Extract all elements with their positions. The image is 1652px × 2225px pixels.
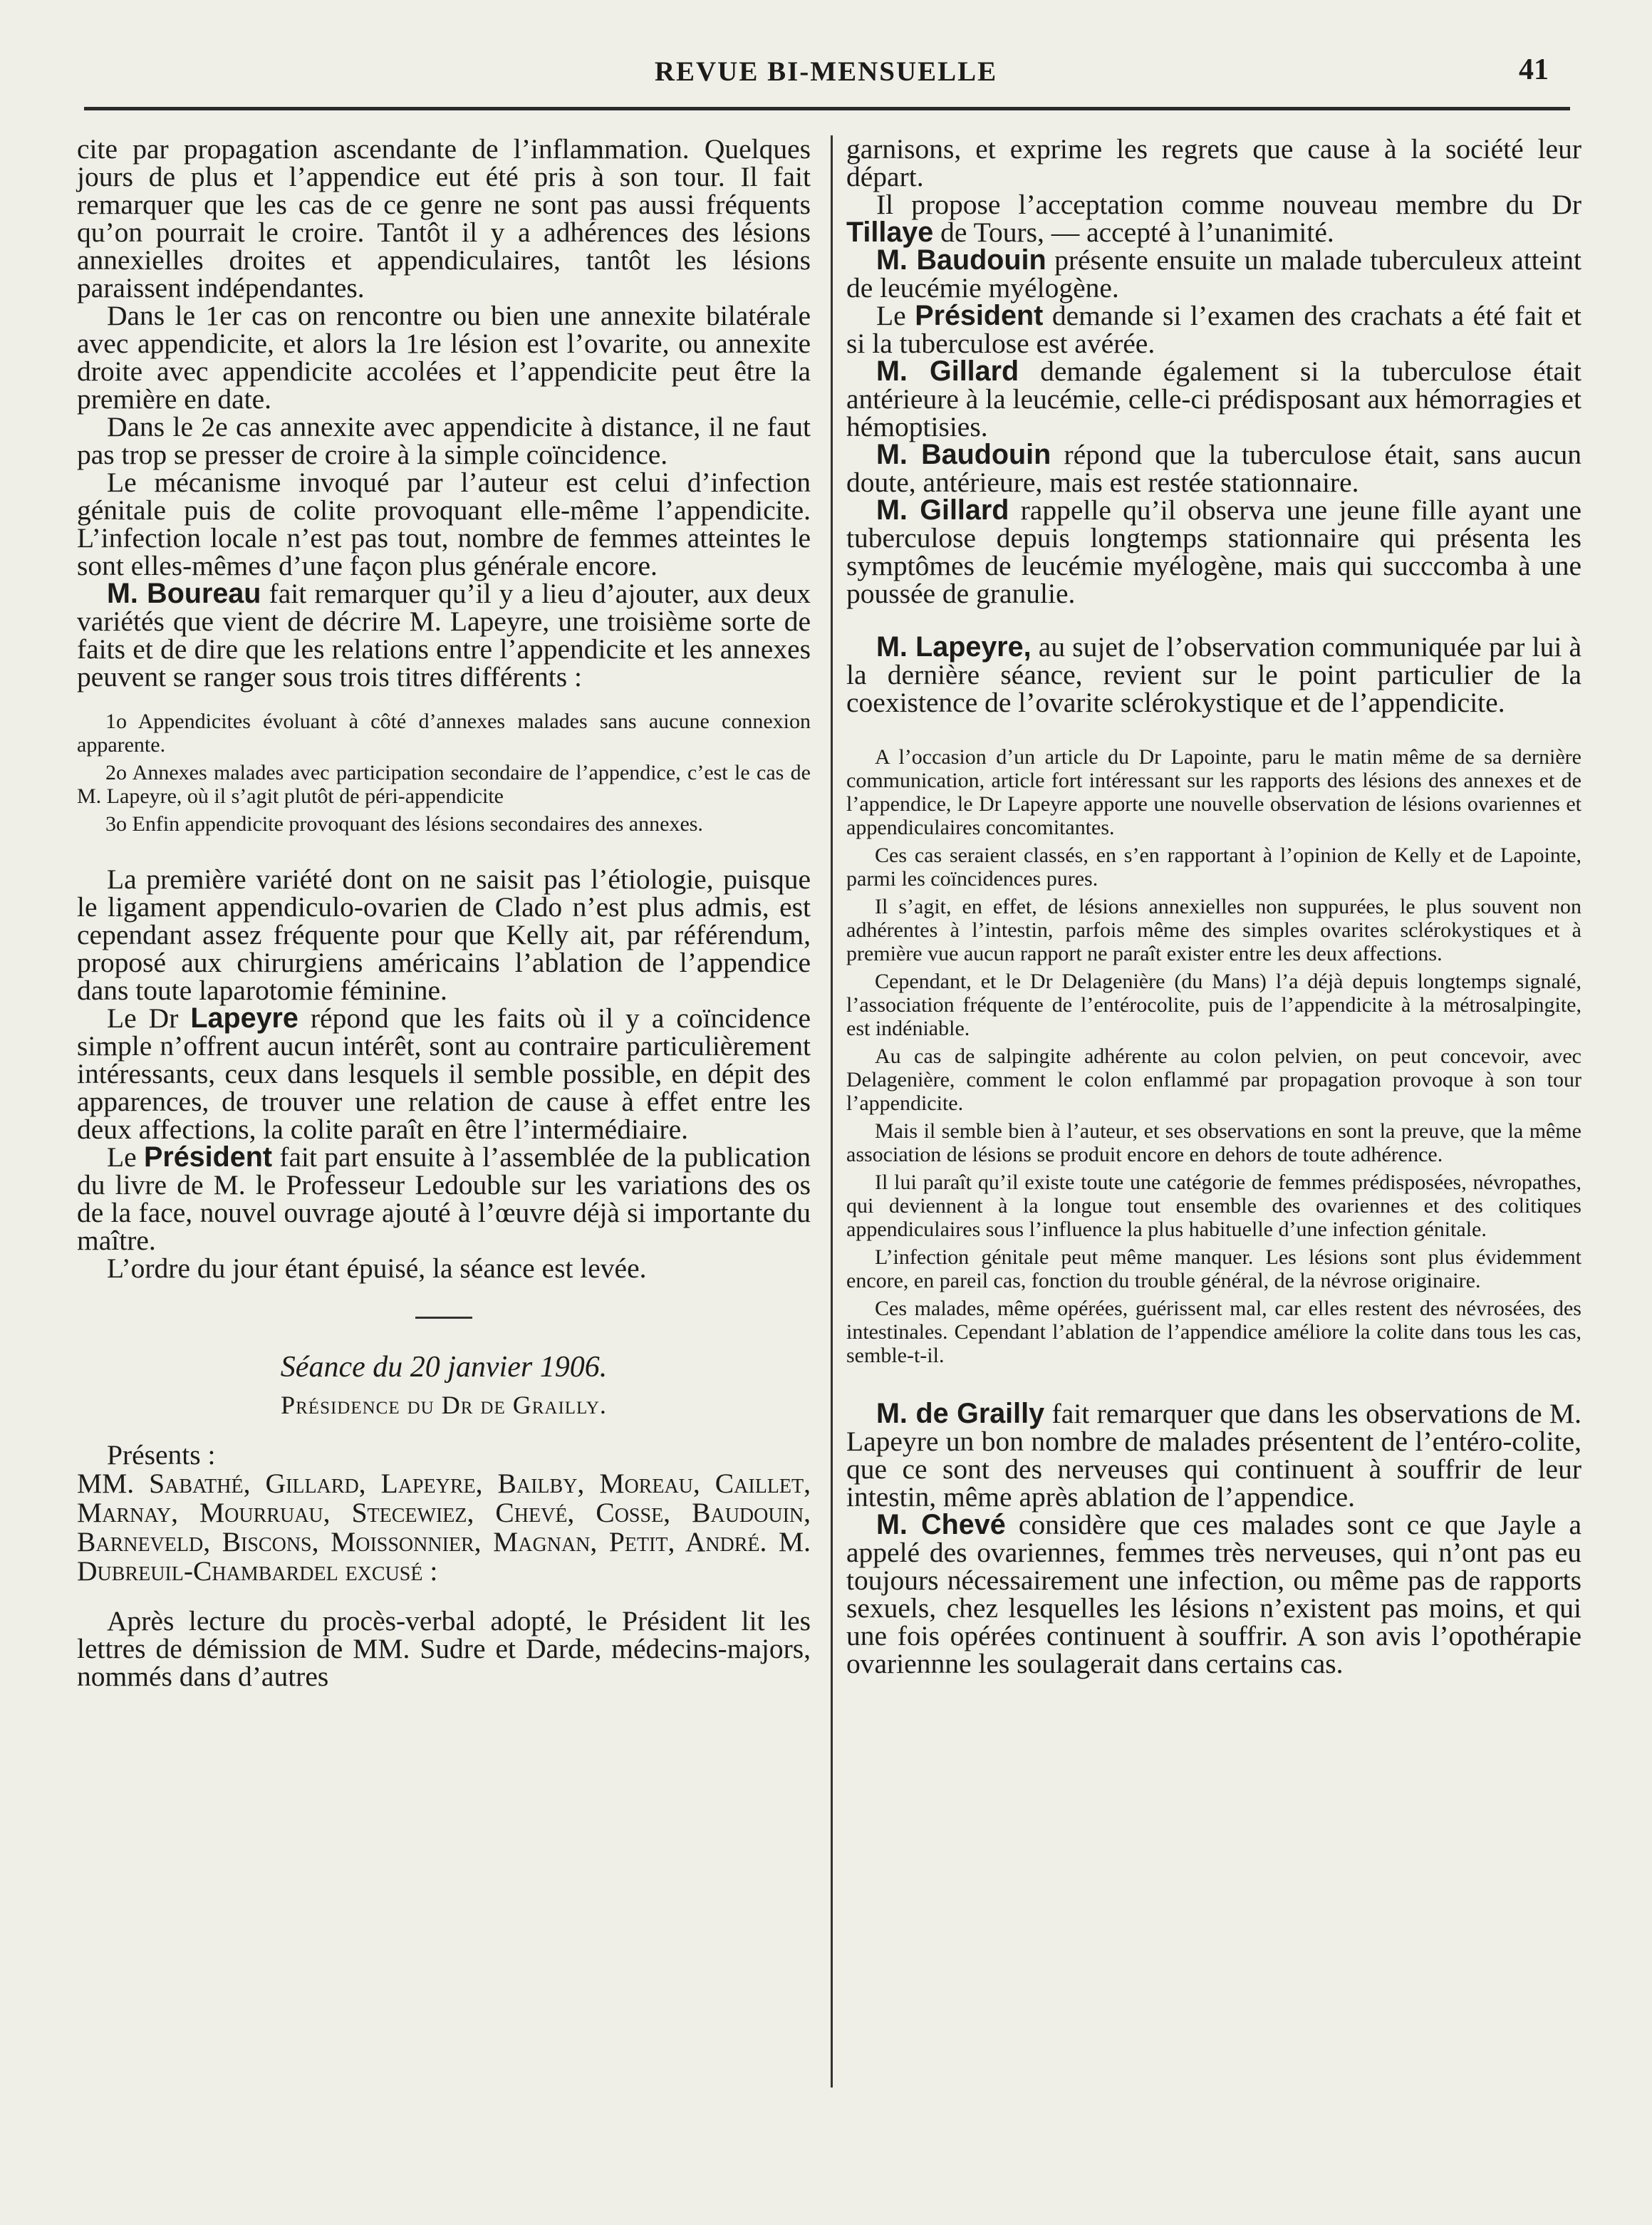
summary-paragraph: Ces malades, même opérées, guérissent mal, car elles restent des névrosées, des intestinales. Cependant l’ablation de l’appendice améliore la colite dans tous les cas, semble-t-il.: [846, 1297, 1581, 1367]
paragraph: [846, 358, 1581, 441]
paragraph: [77, 580, 811, 691]
paragraph-text: au sujet de l’observation communiquée par lui à la dernière séance, revient sur le point particulier de la coexistence de l’ovarite sclérokystique et de l’appendicite.: [846, 631, 1581, 718]
speaker-name: M. Gillard: [876, 356, 1019, 387]
paragraph: garnisons, et exprime les regrets que cause à la société leur départ.: [846, 133, 1581, 192]
paragraph-text: demande si l’examen des crachats a été fait et si la tuberculose est avérée.: [846, 300, 1581, 359]
speaker-name: M. Gillard: [876, 494, 1009, 526]
paragraph-text: fait remarquer qu’il y a lieu d’ajouter, aux deux variétés que vient de décrire M. Lapeyre, une troisième sorte de faits et de dire que les relations entre l’appendicite et les annexes peuvent se ranger sous trois titres différents :: [77, 578, 811, 693]
list-item: 1o Appendicites évoluant à côté d’annexes malades sans aucune connexion apparente.: [77, 710, 811, 757]
paragraph: [846, 191, 1581, 247]
summary-paragraph: Il s’agit, en effet, de lésions annexielles non suppurées, le plus souvent non adhérentes à l’intestin, parfois même des simples ovarites sclérokystiques et à première vue aucun rapport ne paraît exister entre les deux affections.: [846, 895, 1581, 965]
summary-paragraph: Il lui paraît qu’il existe toute une catégorie de femmes prédisposées, névropathes, qui deviennent à la longue tout ensemble des ovariennes et des colitiques appendiculaires sous l’influence la plus habituelle d’une infection génitale.: [846, 1171, 1581, 1241]
paragraph: [846, 1511, 1581, 1678]
paragraph-text: répond que la tuberculose était, sans aucun doute, antérieure, mais est restée stationnaire.: [846, 439, 1581, 498]
speaker-name: Lapeyre: [190, 1002, 298, 1034]
summary-paragraph: Au cas de salpingite adhérente au colon pelvien, on peut concevoir, avec Delagenière, comment le colon enflammé par propagation provoque à son tour l’appendicite.: [846, 1044, 1581, 1115]
summary-paragraph: L’infection génitale peut même manquer. Les lésions sont plus évidemment encore, en pareil cas, fonction du trouble général, de la névrose originaire.: [846, 1245, 1581, 1292]
summary-paragraph: A l’occasion d’un article du Dr Lapointe, paru le matin même de sa dernière communication, article fort intéressant sur les rapports des lésions des annexes et de l’appendice, le Dr Lapeyre apporte une nouvelle observation de lésions ovariennes et appendiculaires concomitantes.: [846, 745, 1581, 839]
paragraph-text: Le: [107, 1141, 144, 1173]
paragraph: [846, 244, 1581, 304]
speaker-name: M. Chevé: [876, 1509, 1006, 1540]
speaker-name: Tillaye: [846, 217, 934, 248]
paragraph: [846, 441, 1581, 497]
section-separator: [415, 1317, 472, 1319]
paragraph: La première variété dont on ne saisit pas l’étiologie, puisque le ligament appendiculo-ovarien de Clado n’est plus admis, est cependant assez fréquente pour que Kelly ait, par référendum, proposé aux chirurgiens américains l’ablation de l’appendice dans toute laparotomie féminine.: [77, 863, 811, 1006]
running-header: REVUE BI-MENSUELLE: [654, 56, 998, 87]
summary-paragraph: Mais il semble bien à l’auteur, et ses observations en sont la preuve, que la même association de lésions se produit encore en dehors de toute adhérence.: [846, 1119, 1581, 1166]
paragraph-text: Il propose l’acceptation comme nouveau membre du Dr: [876, 189, 1581, 220]
list-item: 2o Annexes malades avec participation secondaire de l’appendice, c’est le cas de M. Lapeyre, où il s’agit plutôt de péri-appendicite: [77, 761, 811, 808]
paragraph: [77, 1002, 811, 1145]
paragraph-text: répond que les faits où il y a coïncidence simple n’offrent aucun intérêt, sont au contraire particulièrement intéressants, ceux dans lesquels il semble possible, en dépit des apparences, de trouver une relation de cause à effet entre les deux affections, la colite paraît en être l’intermédiaire.: [77, 1002, 811, 1145]
speaker-name: M. Lapeyre,: [876, 631, 1032, 663]
speaker-name: Président: [143, 1141, 272, 1173]
speaker-name: M. Boureau: [107, 578, 261, 609]
paragraph: [846, 494, 1582, 609]
paragraph-text: fait part ensuite à l’assemblée de la publication du livre de M. le Professeur Ledouble sur les variations des os de la face, nouvel ouvrage ajouté à l’œuvre déjà si importante du maître.: [77, 1141, 811, 1256]
paragraph-text: rappelle qu’il observa une jeune fille ayant une tuberculose depuis longtemps stationnaire qui présenta les symptômes de leucémie myélogène, mais qui succcomba à une poussée de granulie.: [846, 494, 1582, 609]
paragraph-text: demande également si la tuberculose était antérieure à la leucémie, celle-ci prédisposant aux hémorragies et hémoptisies.: [846, 356, 1582, 442]
left-column: [77, 135, 811, 1691]
paragraph: [846, 1400, 1581, 1511]
paragraph: L’ordre du jour étant épuisé, la séance est levée.: [107, 1252, 647, 1284]
speaker-name: M. Baudouin: [876, 244, 1046, 276]
header-rule: [84, 107, 1570, 110]
speaker-name: M. Baudouin: [876, 439, 1051, 470]
presidence-line: Présidence du Dr de Grailly.: [281, 1391, 607, 1419]
paragraph: [846, 633, 1581, 717]
paragraph-text: considère que ces malades sont ce que Jayle a appelé des ovariennes, femmes très nerveuses, qui n’ont pas eu toujours nécessairement une infection, ou même pas de rapports sexuels, chez lesquelles les lésions n’existent pas moins, et qui une fois opérées continuent à souffrir. A son avis l’opothérapie ovariennne les soulagerait dans certains cas.: [846, 1509, 1581, 1679]
paragraph: Dans le 2e cas annexite avec appendicite à distance, il ne faut pas trop se presser de croire à la simple coïncidence.: [77, 411, 811, 470]
speaker-name: M. de Grailly: [876, 1398, 1045, 1429]
column-divider: [831, 135, 833, 2087]
right-column: [846, 135, 1581, 1678]
page-number: 41: [1519, 53, 1549, 86]
presents-label: Présents :: [107, 1439, 216, 1471]
paragraph: [846, 302, 1581, 358]
summary-paragraph: Cependant, et le Dr Delagenière (du Mans) l’a déjà depuis longtemps signalé, l’association fréquente de l’entérocolite, puis de l’appendicite à la métrosalpingite, est indéniable.: [846, 970, 1581, 1040]
attendee-list: MM. Sabathé, Gillard, Lapeyre, Bailby, Moreau, Caillet, Marnay, Mourruau, Stecewiez, Chevé, Cosse, Baudouin, Barneveld, Biscons, Moissonnier, Magnan, Petit, André. M. Dubreuil-Chambardel excusé :: [77, 1468, 811, 1587]
paragraph: Après lecture du procès-verbal adopté, le Président lit les lettres de démission de MM. Sudre et Darde, médecins-majors, nommés dans d’autres: [77, 1605, 811, 1692]
paragraph: Dans le 1er cas on rencontre ou bien une annexite bilatérale avec appendicite, et alors la 1re lésion est l’ovarite, ou annexite droite avec appendicite accolées et l’appendicite peut être la première en date.: [77, 300, 811, 415]
speaker-name: Président: [915, 300, 1044, 331]
summary-paragraph: Ces cas seraient classés, en s’en rapportant à l’opinion de Kelly et de Lapointe, parmi les coïncidences pures.: [846, 844, 1581, 891]
paragraph-text: fait remarquer que dans les observations de M. Lapeyre un bon nombre de malades présentent de l’entéro-colite, que ce sont des nerveuses qui continuent à souffrir de leur intestin, même après ablation de l’appendice.: [846, 1398, 1581, 1513]
paragraph: cite par propagation ascendante de l’inflammation. Quelques jours de plus et l’appendice eut été pris à son tour. Il fait remarquer que les cas de ce genre ne sont pas aussi fréquents qu’on pourrait le croire. Tantôt il y a adhérences des lésions annexielles droites et appendiculaires, tantôt les lésions paraissent indépendantes.: [77, 133, 811, 304]
paragraph-text: Le: [876, 300, 915, 331]
paragraph-text: de Tours, — accepté à l’unanimité.: [933, 217, 1334, 248]
paragraph-text: présente ensuite un malade tuberculeux atteint de leucémie myélogène.: [846, 244, 1581, 304]
session-title: Séance du 20 janvier 1906.: [280, 1351, 608, 1384]
paragraph-text: Le Dr: [107, 1002, 191, 1034]
list-item: 3o Enfin appendicite provoquant des lésions secondaires des annexes.: [105, 812, 703, 836]
paragraph: [77, 1143, 811, 1255]
paragraph: Le mécanisme invoqué par l’auteur est celui d’infection génitale puis de colite provoquant elle-même l’appendicite. L’infection locale n’est pas tout, nombre de femmes atteintes le sont elles-mêmes d’une façon plus générale encore.: [77, 467, 811, 581]
